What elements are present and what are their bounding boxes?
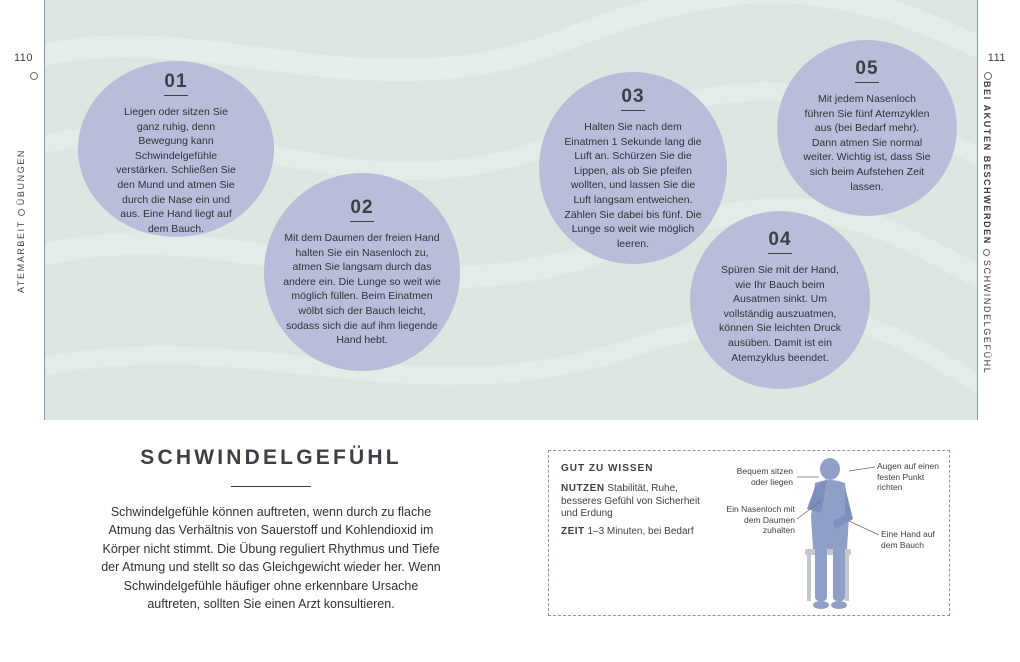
step-03 (539, 72, 727, 264)
separator-dot-icon (18, 209, 25, 216)
step-number: 01 (164, 71, 187, 96)
page-dot-left-icon (30, 72, 38, 80)
separator-dot-icon (983, 249, 990, 256)
step-text: Liegen oder sitzen Sie ganz ruhig, denn Bewegung kann Schwindelgefühle verstärken. Schließen Sie den Mund und atmen Sie durch die Nase ein und aus. Eine Hand liegt auf dem Bauch. (116, 106, 236, 235)
page-number-right: 111 (987, 52, 1006, 64)
page-number-left: 110 (14, 52, 34, 64)
step-number: 02 (350, 197, 373, 222)
step-number: 03 (621, 86, 644, 111)
running-head-left-subsection: ÜBUNGEN (16, 148, 26, 206)
steps-panel (44, 0, 978, 420)
step-number: 04 (768, 229, 791, 254)
annotation-eyes: Augen auf einen festen Punkt richten (877, 461, 939, 492)
info-zeit-text: 1–3 Minuten, bei Bedarf (587, 526, 694, 537)
step-text: Mit dem Daumen der freien Hand halten Sie ein Nasenloch zu, atmen Sie langsam durch das andere ein. Die Lunge so weit wie möglich füllen. Beim Einatmen wölbt sich der Bauch leicht, sodass sich die auf ihm liegende Hand hebt. (283, 232, 441, 347)
step-05 (777, 40, 957, 216)
step-04 (690, 211, 870, 389)
section-title: SCHWINDELGEFÜHL (140, 446, 402, 469)
running-head-right-section: BEI AKUTEN BESCHWERDEN (982, 81, 992, 245)
running-head-left (16, 81, 28, 361)
page-dot-right-icon (984, 72, 992, 80)
info-zeit-label: ZEIT (561, 526, 585, 537)
section-body: Schwindelgefühle können auftreten, wenn durch zu flache Atmung das Verhältnis von Sauerstoff und Kohlendioxid im Körper nicht stimmt. Die Übung reguliert Rhythmus und Tiefe der Atmung und stellt so das Gleichgewicht wieder her. Wenn Schwindelgefühle häufiger ohne erkennbare Ursache auftreten, sollten Sie einen Arzt konsultieren. (101, 505, 441, 612)
step-number: 05 (855, 58, 878, 83)
info-nutzen-text: Stabilität, Ruhe, besseres Gefühl von Sicherheit und Erdung (561, 483, 700, 519)
step-text: Spüren Sie mit der Hand, wie Ihr Bauch beim Ausatmen sinkt. Um vollständig auszuatmen, können Sie leichten Druck ausüben. Damit ist ein Atemzyklus beendet. (719, 264, 841, 364)
running-head-right (980, 81, 992, 375)
running-head-right-subsection: SCHWINDELGEFÜHL (982, 259, 992, 375)
step-text: Mit jedem Nasenloch führen Sie fünf Atemzyklen aus (bei Bedarf mehr). Dann atmen Sie normal weiter. Wichtig ist, dass Sie sich beim Aufstehen Zeit lassen. (803, 93, 931, 193)
annotation-nostril: Ein Nasenloch mit dem Daumen zuhalten (726, 504, 795, 535)
running-head-left-section: ATEMARBEIT (16, 220, 26, 294)
annotation-sit: Bequem sitzen oder liegen (736, 466, 793, 487)
annotation-hand: Eine Hand auf dem Bauch (881, 529, 935, 550)
step-02 (264, 173, 460, 371)
good-to-know-box (548, 450, 950, 616)
step-01 (78, 61, 274, 237)
info-heading: GUT ZU WISSEN (561, 463, 654, 474)
title-underline (231, 486, 311, 487)
step-text: Halten Sie nach dem Einatmen 1 Sekunde lang die Luft an. Schürzen Sie die Lippen, als ob Sie pfeifen wollten, und lassen Sie die Luft langsam entweichen. Zählen Sie dabei bis fünf. Die Lunge so weit wie möglich leeren. (564, 121, 702, 250)
info-nutzen-label: NUTZEN (561, 483, 605, 494)
